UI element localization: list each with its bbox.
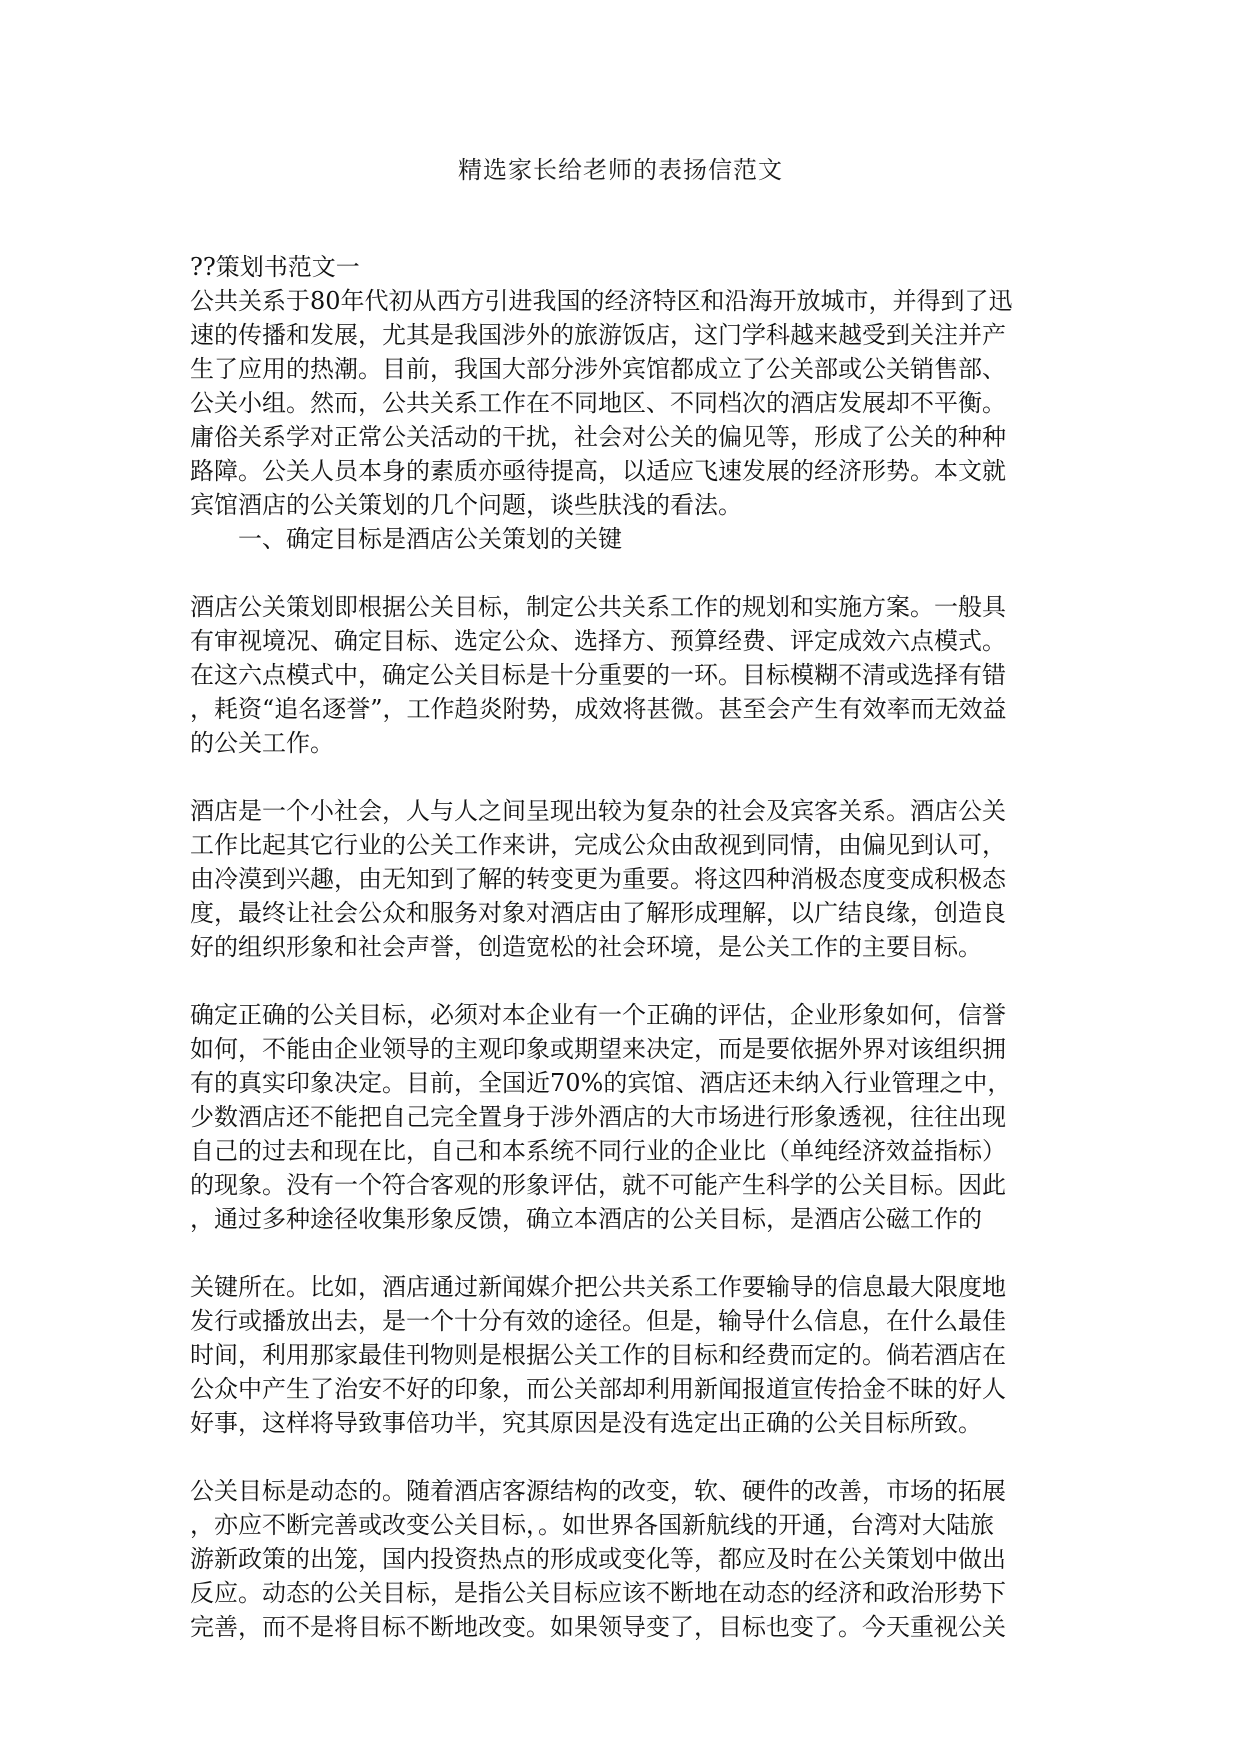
text-line: 好的组织形象和社会声誉，创造宽松的社会环境，是公关工作的主要目标。 bbox=[190, 933, 982, 961]
paragraph-gap bbox=[190, 556, 1050, 590]
text-line: 关键所在。比如，酒店通过新闻媒介把公共关系工作要输导的信息最大限度地 bbox=[190, 1273, 1006, 1301]
text-line: 在这六点模式中，确定公关目标是十分重要的一环。目标模糊不清或选择有错 bbox=[190, 661, 1006, 689]
text-line: 好事，这样将导致事倍功半，究其原因是没有选定出正确的公关目标所致。 bbox=[190, 1409, 982, 1437]
text-line: 有的真实印象决定。目前，全国近70%的宾馆、酒店还未纳入行业管理之中， bbox=[190, 1069, 1012, 1097]
text-line: ??策划书范文一 bbox=[190, 253, 360, 281]
text-line: 生了应用的热潮。目前，我国大部分涉外宾馆都成立了公关部或公关销售部、 bbox=[190, 355, 1006, 383]
text-line: ，亦应不断完善或改变公关目标，。如世界各国新航线的开通，台湾对大陆旅 bbox=[190, 1511, 994, 1539]
text-line: 公关目标是动态的。随着酒店客源结构的改变，软、硬件的改善，市场的拓展 bbox=[190, 1477, 1006, 1505]
text-line: 由冷漠到兴趣，由无知到了解的转变更为重要。将这四种消极态度变成积极态 bbox=[190, 865, 1006, 893]
paragraph-gap bbox=[190, 1440, 1050, 1474]
document-title: 精选家长给老师的表扬信范文 bbox=[458, 156, 783, 184]
text-line: 有审视境况、确定目标、选定公众、选择方、预算经费、评定成效六点模式。 bbox=[190, 627, 1006, 655]
text-line: 完善，而不是将目标不断地改变。如果领导变了，目标也变了。今天重视公关 bbox=[190, 1613, 1006, 1641]
text-line: 时间，利用那家最佳刊物则是根据公关工作的目标和经费而定的。倘若酒店在 bbox=[190, 1341, 1006, 1369]
text-line: 酒店是一个小社会，人与人之间呈现出较为复杂的社会及宾客关系。酒店公关 bbox=[190, 797, 1006, 825]
text-line: ，耗资“追名逐誉”，工作趋炎附势，成效将甚微。甚至会产生有效率而无效益 bbox=[190, 695, 1007, 723]
text-line: 公众中产生了治安不好的印象，而公关部却利用新闻报道宣传拾金不昧的好人 bbox=[190, 1375, 1006, 1403]
text-line: 如何，不能由企业领导的主观印象或期望来决定，而是要依据外界对该组织拥 bbox=[190, 1035, 1006, 1063]
text-line: 宾馆酒店的公关策划的几个问题，谈些肤浅的看法。 bbox=[190, 491, 742, 519]
section-heading: 一、确定目标是酒店公关策划的关键 bbox=[238, 525, 622, 553]
text-line: 发行或播放出去，是一个十分有效的途径。但是，输导什么信息，在什么最佳 bbox=[190, 1307, 1006, 1335]
text-line: 自己的过去和现在比，自己和本系统不同行业的企业比（单纯经济效益指标） bbox=[190, 1137, 1006, 1165]
text-line: 反应。动态的公关目标，是指公关目标应该不断地在动态的经济和政治形势下 bbox=[190, 1579, 1006, 1607]
text-line: 庸俗关系学对正常公关活动的干扰，社会对公关的偏见等，形成了公关的种种 bbox=[190, 423, 1006, 451]
text-line: 工作比起其它行业的公关工作来讲，完成公众由敌视到同情，由偏见到认可， bbox=[190, 831, 1006, 859]
paragraph-gap bbox=[190, 760, 1050, 794]
text-line: 公共关系于80年代初从西方引进我国的经济特区和沿海开放城市，并得到了迅 bbox=[190, 287, 1013, 315]
paragraph-gap bbox=[190, 1236, 1050, 1270]
text-line: 度，最终让社会公众和服务对象对酒店由了解形成理解，以广结良缘，创造良 bbox=[190, 899, 1006, 927]
document-body bbox=[190, 250, 1050, 1644]
text-line: 确定正确的公关目标，必须对本企业有一个正确的评估，企业形象如何，信誉 bbox=[190, 1001, 1006, 1029]
text-line: 少数酒店还不能把自己完全置身于涉外酒店的大市场进行形象透视，往往出现 bbox=[190, 1103, 1006, 1131]
text-line: 的现象。没有一个符合客观的形象评估，就不可能产生科学的公关目标。因此 bbox=[190, 1171, 1006, 1199]
paragraph-gap bbox=[190, 964, 1050, 998]
text-line: 的公关工作。 bbox=[190, 729, 334, 757]
text-line: ，通过多种途径收集形象反馈，确立本酒店的公关目标，是酒店公磁工作的 bbox=[190, 1205, 982, 1233]
text-line: 酒店公关策划即根据公关目标，制定公共关系工作的规划和实施方案。一般具 bbox=[190, 593, 1006, 621]
text-line: 游新政策的出笼，国内投资热点的形成或变化等，都应及时在公关策划中做出 bbox=[190, 1545, 1006, 1573]
text-line: 公关小组。然而，公共关系工作在不同地区、不同档次的酒店发展却不平衡。 bbox=[190, 389, 1006, 417]
text-line: 速的传播和发展，尤其是我国涉外的旅游饭店，这门学科越来越受到关注并产 bbox=[190, 321, 1006, 349]
text-line: 路障。公关人员本身的素质亦亟待提高，以适应飞速发展的经济形势。本文就 bbox=[190, 457, 1006, 485]
